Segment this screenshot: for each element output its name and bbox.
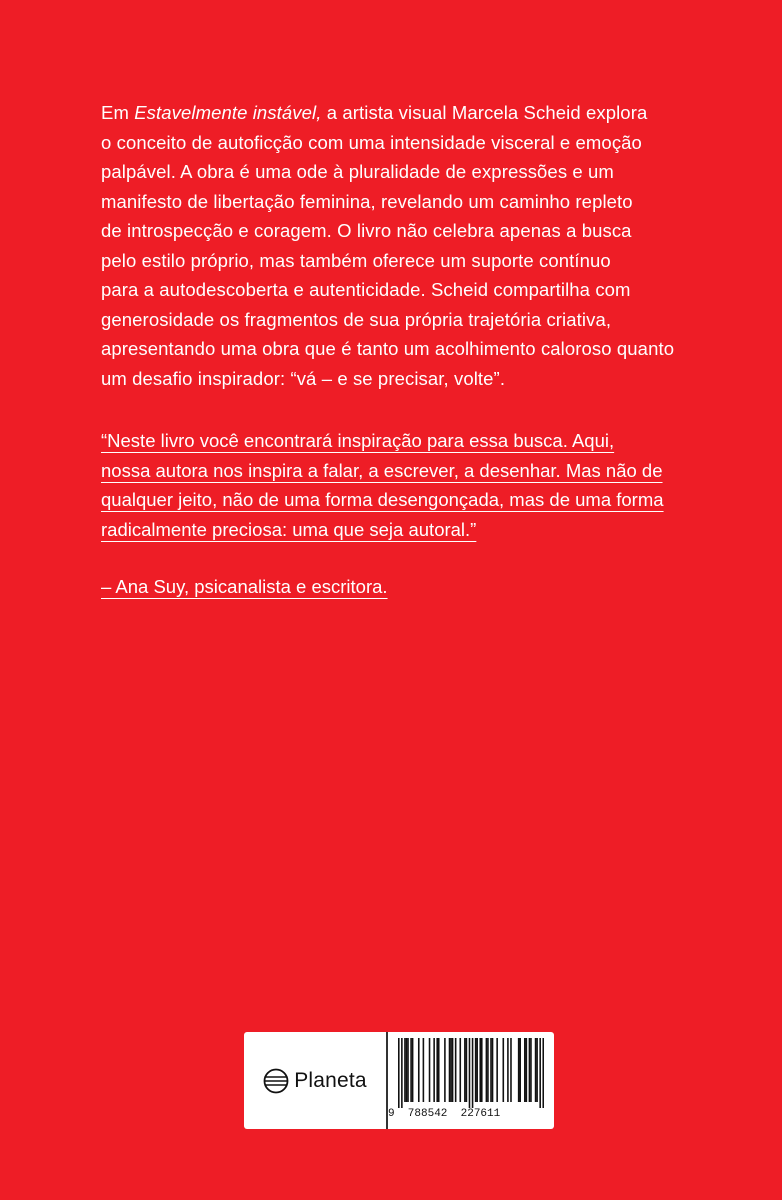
barcode-bar <box>410 1038 412 1102</box>
barcode-panel <box>244 1032 554 1129</box>
barcode-bar <box>469 1038 471 1108</box>
isbn-barcode <box>398 1038 544 1108</box>
barcode-bar <box>476 1038 478 1102</box>
barcode-bar <box>479 1038 481 1102</box>
barcode-bar <box>433 1038 435 1102</box>
isbn-number: 9 788542 227611 <box>388 1108 501 1120</box>
barcode-bar <box>459 1038 461 1102</box>
synopsis-line: manifesto de libertação feminina, revelando um caminho repleto <box>101 190 633 212</box>
barcode-bar <box>438 1038 440 1102</box>
quote-attribution: – Ana Suy, psicanalista e escritora. <box>101 576 388 597</box>
quote-line: nossa autora nos inspira a falar, a escrever, a desenhar. Mas não de <box>101 459 663 481</box>
quote-line: radicalmente preciosa: uma que seja autoral.” <box>101 518 477 540</box>
synopsis-line: generosidade os fragmentos de sua própria trajetória criativa, <box>101 308 612 330</box>
barcode-bar <box>507 1038 509 1102</box>
barcode-bar <box>542 1038 544 1108</box>
barcode-bar <box>496 1038 498 1102</box>
synopsis-line: de introspecção e coragem. O livro não celebra apenas a busca <box>101 220 632 241</box>
barcode-bar <box>407 1038 409 1102</box>
synopsis-paragraph <box>101 98 711 393</box>
synopsis-line: palpável. A obra é uma ode à pluralidade de expressões e um <box>101 161 614 182</box>
barcode-bar <box>519 1038 521 1102</box>
barcode-bar <box>401 1038 403 1108</box>
barcode-bar <box>524 1038 526 1102</box>
synopsis-line: pelo estilo próprio, mas também oferece um suporte contínuo <box>101 249 611 271</box>
quote-line: “Neste livro você encontrará inspiração para essa busca. Aqui, <box>101 430 615 451</box>
barcode-bar <box>464 1038 466 1102</box>
synopsis-line: o conceito de autoficção com uma intensidade visceral e emoção <box>101 131 642 153</box>
barcode-bar <box>486 1038 488 1102</box>
barcode-bar <box>449 1038 451 1102</box>
barcode-bar <box>492 1038 494 1102</box>
barcode-bar <box>539 1038 541 1108</box>
barcode-bar <box>529 1038 531 1102</box>
synopsis-line: para a autodescoberta e autenticidade. Scheid compartilha com <box>101 279 631 300</box>
barcode-bar <box>452 1038 454 1102</box>
barcode-bar <box>475 1038 477 1102</box>
barcode-bar <box>423 1038 425 1102</box>
publisher-logo <box>244 1032 386 1129</box>
publisher-name: Planeta <box>294 1068 367 1092</box>
barcode-bar <box>412 1038 414 1102</box>
barcode-bar <box>535 1038 537 1102</box>
barcode-bar <box>510 1038 512 1102</box>
barcode-bar <box>429 1038 431 1102</box>
barcode-bar <box>404 1038 406 1102</box>
synopsis-line: Em Estavelmente instável, a artista visual Marcela Scheid explora <box>101 102 648 123</box>
planeta-globe-icon <box>263 1068 289 1094</box>
synopsis-line: apresentando uma obra que é tanto um acolhimento caloroso quanto <box>101 338 675 359</box>
barcode-bar <box>472 1038 474 1108</box>
barcode-bar <box>518 1038 520 1102</box>
barcode-bar <box>455 1038 457 1102</box>
barcode-bar <box>444 1038 446 1102</box>
barcode-bar <box>418 1038 420 1102</box>
barcode-area <box>388 1032 554 1129</box>
synopsis-line: um desafio inspirador: “vá – e se precisar, volte”. <box>101 367 506 389</box>
barcode-bar <box>406 1038 408 1102</box>
barcode-bar <box>466 1038 468 1102</box>
quote-line: qualquer jeito, não de uma forma desengonçada, mas de uma forma <box>101 489 664 510</box>
barcode-bar <box>503 1038 505 1102</box>
barcode-bar <box>481 1038 483 1102</box>
book-title-italic: Estavelmente instável, <box>134 102 322 123</box>
barcode-bar <box>398 1038 400 1108</box>
barcode-bar <box>490 1038 492 1102</box>
barcode-bar <box>436 1038 438 1102</box>
barcode-bar <box>530 1038 532 1102</box>
barcode-bar <box>526 1038 528 1102</box>
barcode-bar <box>450 1038 452 1102</box>
barcode-bar <box>536 1038 538 1102</box>
endorsement-quote <box>101 426 721 544</box>
barcode-bar <box>487 1038 489 1102</box>
